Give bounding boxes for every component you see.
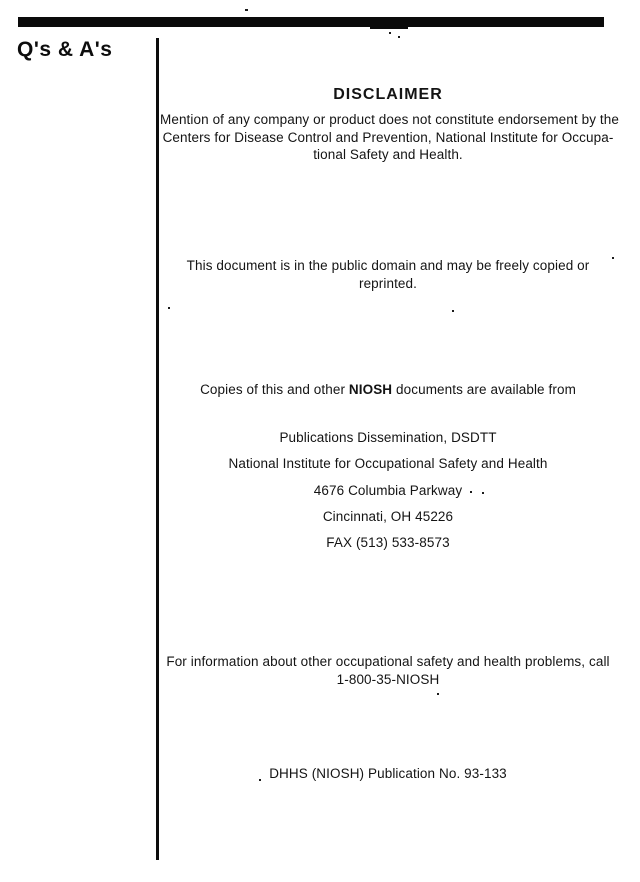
scan-speck [168,307,170,309]
scan-speck [398,36,400,38]
public-domain-line: This document is in the public domain and may be freely copied or [186,258,590,273]
scan-speck [437,693,439,695]
disclaimer-line: Centers for Disease Control and Prevention, National Institute for Occupa- [162,129,614,145]
address-line: 4676 Columbia Parkway [313,482,463,498]
disclaimer-line: tional Safety and Health. [313,147,463,162]
disclaimer-paragraph [160,111,619,164]
vertical-divider-rule [156,38,159,860]
scan-speck [470,491,472,493]
scan-speck [245,9,248,11]
scan-speck [482,492,484,494]
scan-speck [389,32,391,34]
public-domain-paragraph [160,257,616,292]
address-line: Cincinnati, OH 45226 [322,508,454,524]
mailing-address-block [160,429,616,560]
niosh-emphasis: NIOSH [348,382,393,397]
address-line: FAX (513) 533-8573 [326,535,450,551]
scan-speck [612,257,614,259]
disclaimer-heading: DISCLAIMER [333,86,443,103]
hotline-line: For information about other occupational safety and health problems, call [166,654,610,669]
address-line: Publications Dissemination, DSDTT [279,430,497,445]
copies-suffix: documents are available from [392,382,576,397]
copies-availability-line [160,381,616,399]
hotline-paragraph [160,653,616,688]
public-domain-line: reprinted. [358,275,418,291]
disclaimer-line: Mention of any company or product does not constitute endorsement by the [160,112,619,127]
copies-prefix: Copies of this and other [200,382,349,397]
publication-number-line: DHHS (NIOSH) Publication No. 93-133 [269,766,507,781]
scan-speck [259,779,261,781]
scan-speck [452,310,454,312]
running-header: Q's & A's [17,38,113,61]
hotline-line: 1-800-35-NIOSH [336,671,440,687]
document-content [160,0,619,882]
address-line: National Institute for Occupational Safety and Health [228,456,548,472]
